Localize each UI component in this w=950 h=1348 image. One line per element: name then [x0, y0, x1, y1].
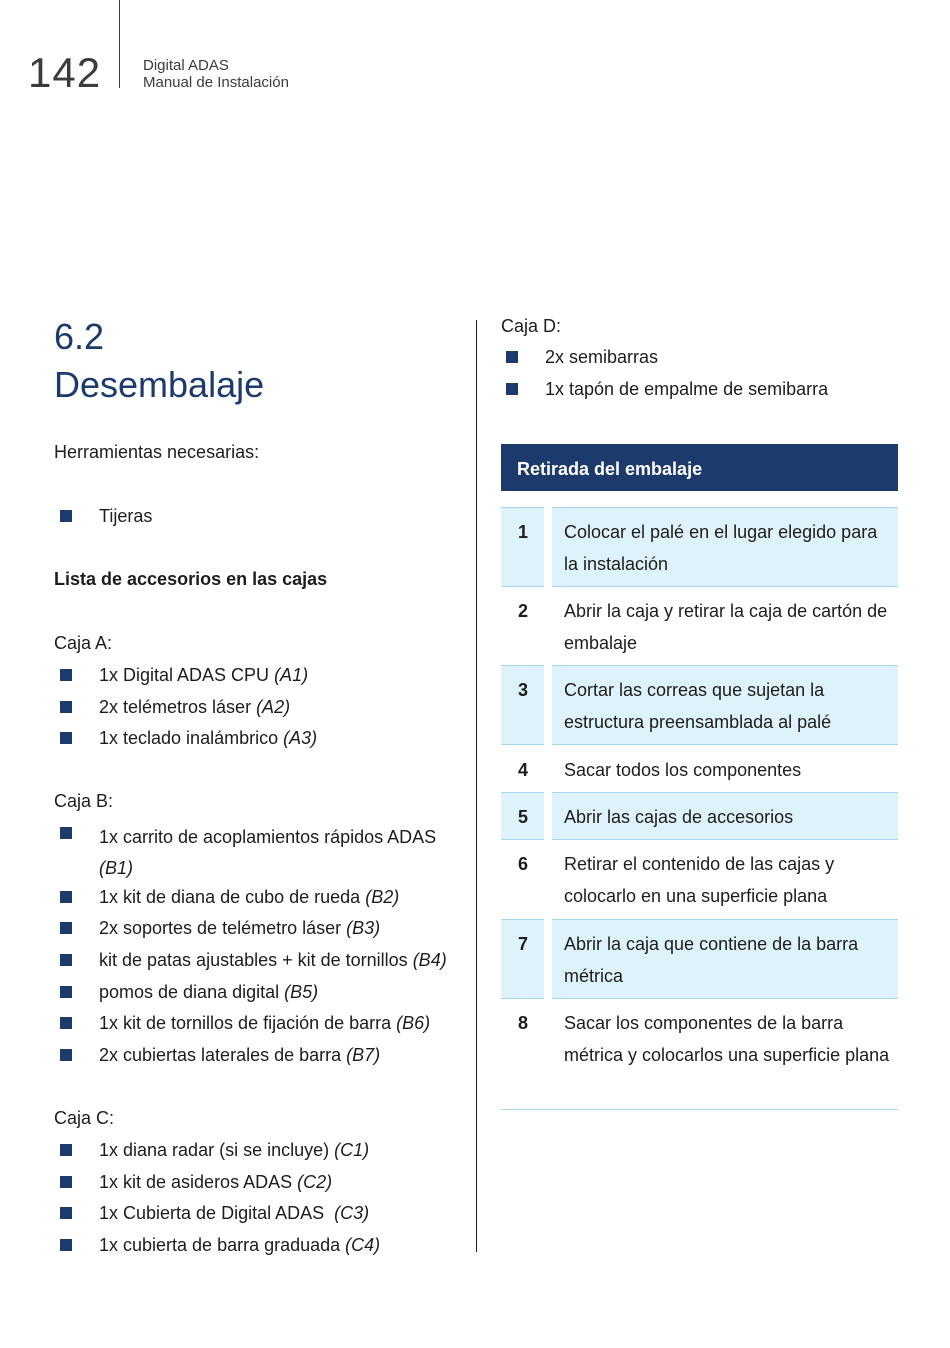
bullet-square-icon [60, 1049, 72, 1061]
row-divider [552, 586, 898, 587]
list-item: 1x carrito de acoplamientos rápidos ADAS (B1) [99, 827, 437, 878]
row-divider [552, 744, 898, 745]
section-title: Desembalaje [54, 364, 265, 405]
step-number: 4 [518, 760, 529, 780]
bullet-square-icon [60, 1207, 72, 1219]
bullet-square-icon [60, 732, 72, 744]
row-divider [552, 839, 898, 840]
list-item: 1x Digital ADAS CPU (A1) [99, 665, 309, 685]
page-number: 142 [28, 49, 102, 96]
accessories-heading: Lista de accesorios en las cajas [54, 569, 328, 589]
document-title: Digital ADAS [143, 57, 229, 74]
step-text: Colocar el palé en el lugar elegido para la instalación [564, 522, 878, 574]
bullet-square-icon [60, 986, 72, 998]
tools-label: Herramientas necesarias: [54, 442, 260, 462]
step-number: 7 [518, 934, 529, 954]
bullet-square-icon [60, 1144, 72, 1156]
document-subtitle: Manual de Instalación [143, 74, 289, 91]
step-number: 1 [518, 522, 529, 542]
step-text: Sacar todos los componentes [564, 760, 802, 780]
step-number: 8 [518, 1013, 529, 1033]
bullet-square-icon [506, 351, 518, 363]
bullet-square-icon [60, 954, 72, 966]
list-item: 2x semibarras [545, 347, 659, 367]
bullet-square-icon [60, 669, 72, 681]
table-row-shade [501, 507, 544, 586]
bullet-square-icon [60, 510, 72, 522]
table-row-shade [501, 665, 544, 744]
tools-item: Tijeras [99, 506, 153, 526]
list-item: 1x diana radar (si se incluye) (C1) [99, 1140, 370, 1160]
bullet-square-icon [60, 1017, 72, 1029]
column-divider [476, 320, 477, 1252]
list-item: 1x tapón de empalme de semibarra [545, 379, 829, 399]
bullet-square-icon [506, 383, 518, 395]
bullet-square-icon [60, 1176, 72, 1188]
list-item: 1x kit de asideros ADAS (C2) [99, 1172, 333, 1192]
step-text: Abrir las cajas de accesorios [564, 807, 794, 827]
row-divider [501, 586, 544, 587]
step-text: Retirar el contenido de las cajas y colocarlo en una superficie plana [564, 854, 835, 906]
row-divider [552, 919, 898, 920]
step-number: 2 [518, 601, 529, 621]
bullet-square-icon [60, 891, 72, 903]
list-item: 1x Cubierta de Digital ADAS (C3) [99, 1203, 370, 1223]
list-item: 1x kit de tornillos de fijación de barra (B6) [99, 1013, 431, 1033]
step-text: Sacar los componentes de la barra métrica y colocarlos una superficie plana [564, 1013, 890, 1065]
list-item: 2x cubiertas laterales de barra (B7) [99, 1045, 381, 1065]
row-divider [552, 792, 898, 793]
row-divider [501, 507, 544, 508]
bullet-square-icon [60, 827, 72, 839]
step-text: Cortar las correas que sujetan la estructura preensamblada al palé [564, 680, 832, 732]
row-divider [501, 839, 544, 840]
header-divider [119, 0, 120, 88]
box-a-label: Caja A: [54, 633, 113, 653]
box-b-label: Caja B: [54, 791, 114, 811]
row-divider [552, 665, 898, 666]
bullet-square-icon [60, 701, 72, 713]
step-number: 6 [518, 854, 529, 874]
bullet-square-icon [60, 1239, 72, 1251]
row-divider [501, 744, 544, 745]
list-item: kit de patas ajustables + kit de tornillos (B4) [99, 950, 447, 970]
step-text: Abrir la caja que contiene de la barra métrica [564, 934, 859, 986]
bullet-square-icon [60, 922, 72, 934]
list-item: 2x telémetros láser (A2) [99, 697, 291, 717]
row-divider [501, 919, 544, 920]
row-divider [552, 507, 898, 508]
table-title: Retirada del embalaje [517, 459, 703, 479]
list-item: pomos de diana digital (B5) [99, 982, 319, 1002]
list-item: 2x soportes de telémetro láser (B3) [99, 918, 381, 938]
row-divider [501, 792, 544, 793]
row-divider [552, 998, 898, 999]
step-number: 5 [518, 807, 529, 827]
step-text: Abrir la caja y retirar la caja de cartón de embalaje [564, 601, 888, 653]
row-divider [501, 1109, 898, 1110]
box-d-label: Caja D: [501, 316, 562, 336]
list-item: 1x kit de diana de cubo de rueda (B2) [99, 887, 400, 907]
row-divider [501, 998, 544, 999]
box-c-label: Caja C: [54, 1108, 115, 1128]
list-item: 1x teclado inalámbrico (A3) [99, 728, 318, 748]
row-divider [501, 665, 544, 666]
section-number: 6.2 [54, 316, 105, 357]
list-item: 1x cubierta de barra graduada (C4) [99, 1235, 381, 1255]
step-number: 3 [518, 680, 529, 700]
table-row-shade [501, 919, 544, 998]
